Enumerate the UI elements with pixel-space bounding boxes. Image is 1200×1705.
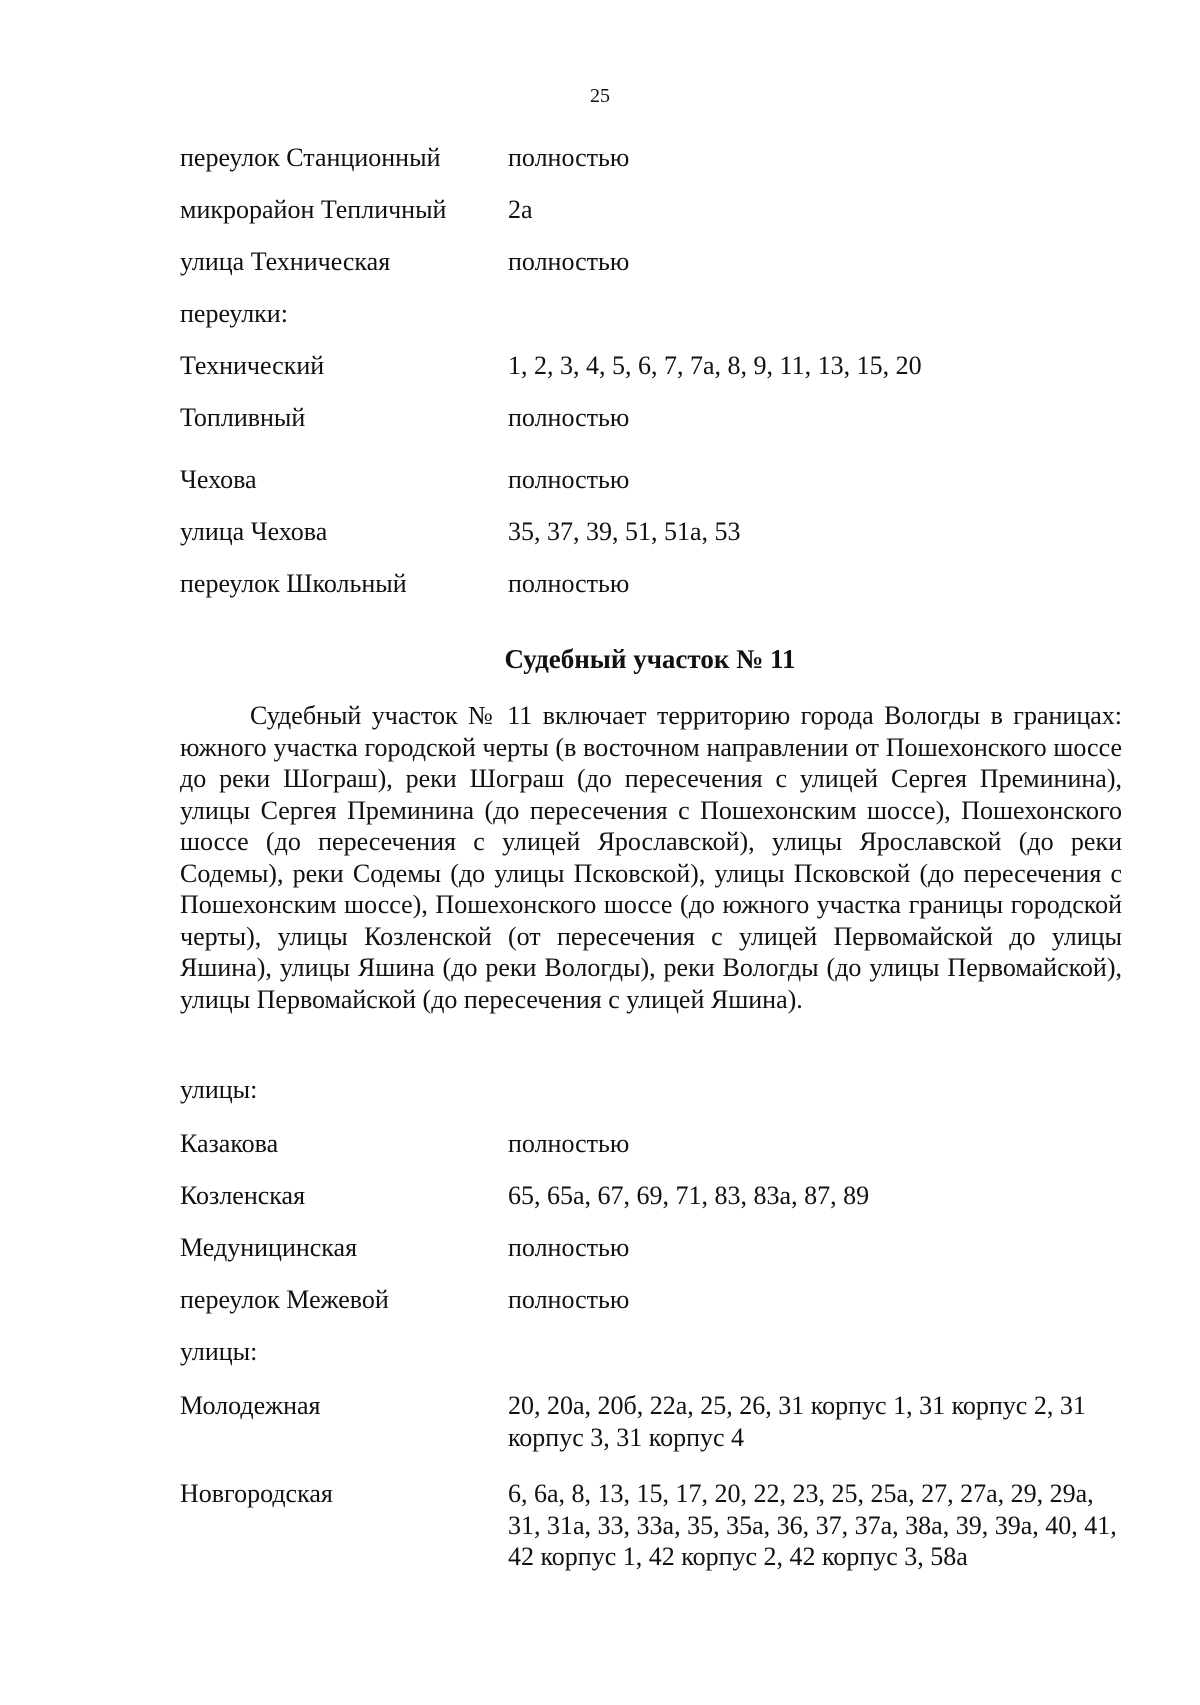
house-numbers: полностью (508, 143, 630, 172)
house-numbers: полностью (508, 403, 630, 432)
house-numbers: полностью (508, 1285, 630, 1314)
page-number: 25 (590, 85, 610, 107)
street-name: Козленская (180, 1181, 306, 1210)
street-name: улица Чехова (180, 517, 328, 546)
street-name: Технический (180, 351, 325, 380)
section-description: Судебный участок № 11 включает территорию города Вологды в границах: южного участка городской черты (в восточном направлении от Пошехонского шоссе до реки Шограш), реки Шограш (до пересечения с улицей Сергея Преминина), улицы Сергея Преминина (до пересечения с Пошехонским шоссе), Пошехонского шоссе (до пересечения с улицей Ярославской), улицы Ярославской (до реки Содемы), реки Содемы (до улицы Псковской), улицы Псковской (до пересечения с Пошехонским шоссе), Пошехонского шоссе (до южного участка границы городской черты), улицы Козленской (от пересечения с улицей Первомайской до улицы Яшина), улицы Яшина (до реки Вологды), реки Вологды (до улицы Первомайской), улицы Первомайской (до пересечения с улицей Яшина). (180, 701, 1122, 1014)
house-numbers: 20, 20а, 20б, 22а, 25, 26, 31 корпус 1, 31 корпус 2, 31 корпус 3, 31 корпус 4 (508, 1391, 1086, 1452)
house-numbers: 35, 37, 39, 51, 51а, 53 (508, 517, 741, 546)
street-name: переулок Межевой (180, 1285, 389, 1314)
group-label: переулки: (180, 299, 288, 328)
house-numbers: 1, 2, 3, 4, 5, 6, 7, 7а, 8, 9, 11, 13, 15, 20 (508, 351, 922, 380)
group-label: улицы: (180, 1337, 258, 1366)
street-name: Топливный (180, 403, 306, 432)
house-numbers: 65, 65а, 67, 69, 71, 83, 83а, 87, 89 (508, 1181, 870, 1210)
house-numbers: полностью (508, 465, 630, 494)
house-numbers: полностью (508, 1129, 630, 1158)
house-numbers: 2а (508, 195, 533, 224)
street-name: Молодежная (180, 1391, 321, 1420)
street-name: микрорайон Тепличный (180, 195, 447, 224)
street-name: Медуницинская (180, 1233, 358, 1262)
streets-label: улицы: (180, 1075, 258, 1104)
street-name: улица Техническая (180, 247, 391, 276)
house-numbers: полностью (508, 247, 630, 276)
street-name: Чехова (180, 465, 257, 494)
street-name: Казакова (180, 1129, 279, 1158)
street-name: переулок Станционный (180, 143, 441, 172)
house-numbers: полностью (508, 569, 630, 598)
street-name: переулок Школьный (180, 569, 407, 598)
section-heading: Судебный участок № 11 (504, 644, 796, 674)
street-name: Новгородская (180, 1479, 333, 1508)
house-numbers: полностью (508, 1233, 630, 1262)
house-numbers: 6, 6а, 8, 13, 15, 17, 20, 22, 23, 25, 25а, 27, 27а, 29, 29а, 31, 31а, 33, 33а, 35, 35а, 36, 37, 37а, 38а, 39, 39а, 40, 41, 42 корпус 1, 42 корпус 2, 42 корпус 3, 58а (508, 1479, 1117, 1571)
